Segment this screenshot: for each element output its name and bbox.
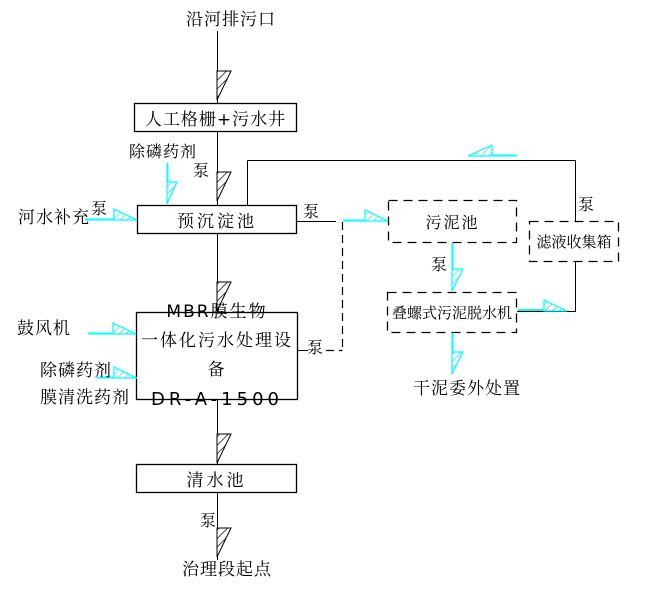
dewater-box-label: 叠螺式污泥脱水机 <box>391 304 512 322</box>
membrane-cleaner-label: 膜清洗药剂 <box>40 388 130 408</box>
grid-box-label: 人工格栅+污水井 <box>144 110 287 130</box>
mbr-box-label <box>136 302 298 410</box>
dry-sludge-label: 干泥委外处置 <box>413 379 521 399</box>
mbr-box-line2: 一体化污水处理设备 <box>141 331 293 380</box>
pump-label-main: 泵 <box>193 161 210 180</box>
arrow-right-icon <box>113 323 136 334</box>
blower-label: 鼓风机 <box>17 319 71 339</box>
arrow-left-icon <box>468 145 492 156</box>
river-water-label: 河水补充 <box>18 208 90 228</box>
phosphorus-bottom-label: 除磷药剂 <box>40 361 112 381</box>
arrow-right-icon <box>544 300 567 311</box>
arrow-down-icon <box>452 352 463 374</box>
outlet-label: 沿河排污口 <box>186 10 276 30</box>
arrow-down-icon <box>217 71 231 100</box>
mbr-box-line3: DR-A-1500 <box>151 389 283 410</box>
pump-label-presediment-out: 泵 <box>303 202 320 221</box>
endpoint-label: 治理段起点 <box>182 560 272 580</box>
arrow-down-icon <box>167 182 177 204</box>
pump-label-filtrate: 泵 <box>578 195 595 214</box>
presediment-box-label: 预沉淀池 <box>177 212 257 232</box>
arrow-right-icon <box>114 209 137 220</box>
pump-label-mbr-out: 泵 <box>307 338 324 357</box>
arrow-right-icon <box>114 367 137 378</box>
clearwater-box-label: 清水池 <box>186 471 247 491</box>
arrow-down-icon <box>217 434 231 463</box>
sludge-box-label: 污泥池 <box>425 213 480 232</box>
dashed-sludge-lines <box>326 222 343 351</box>
mbr-box-line1: MBR膜生物 <box>166 302 268 322</box>
arrow-down-icon <box>217 528 231 557</box>
pump-label-river: 泵 <box>91 199 108 218</box>
phosphorus-top-label: 除磷药剂 <box>129 142 198 161</box>
arrow-down-icon <box>452 269 463 291</box>
pump-label-sludge: 泵 <box>431 255 448 274</box>
arrow-right-icon <box>365 210 388 221</box>
arrow-down-icon <box>217 172 231 201</box>
pump-label-clearwater: 泵 <box>200 511 217 530</box>
filtrate-box-label: 滤液收集箱 <box>536 233 612 251</box>
